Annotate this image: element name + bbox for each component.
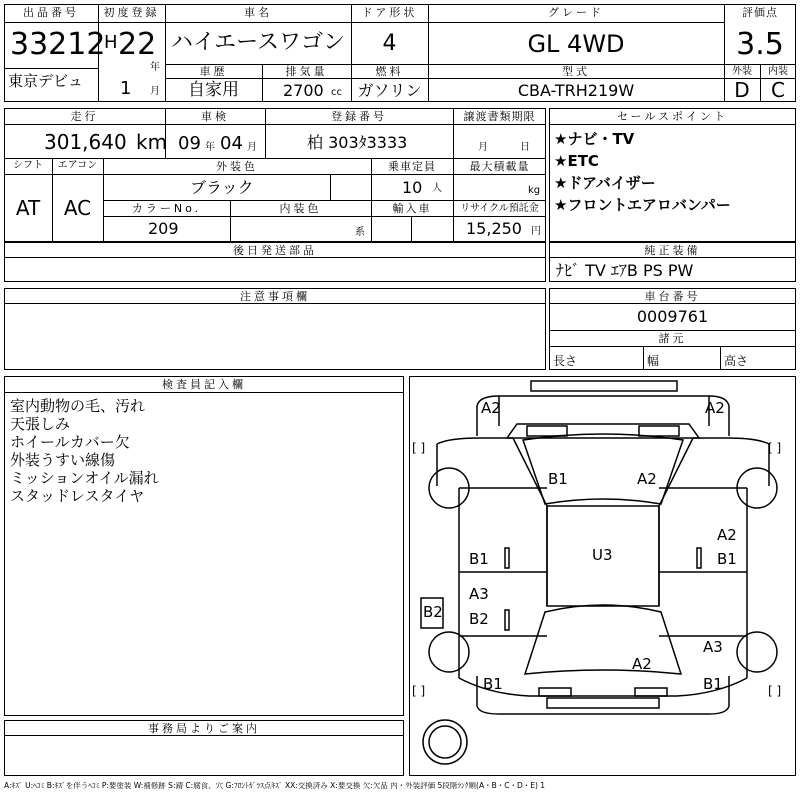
inspector-note-1: 室内動物の毛、汚れ: [10, 397, 146, 415]
equipment-label: 純正装備: [644, 244, 701, 257]
fuel-value: ガソリン: [357, 81, 422, 100]
color-value: ブラック: [190, 178, 254, 197]
spec-height: 高さ: [724, 354, 749, 368]
lot-number: 33212: [10, 27, 106, 62]
color-no-value: 209: [148, 219, 179, 238]
model-value: CBA-TRH219W: [517, 81, 635, 100]
damage-lr-door-2: B2: [469, 610, 489, 628]
reg-month: 1: [120, 78, 132, 99]
sales-point-3: ★ドアバイザー: [554, 174, 656, 192]
score-label: 評価点: [742, 6, 778, 19]
ac-value: AC: [63, 196, 92, 220]
inspector-note-2: 天張しみ: [10, 415, 71, 433]
inspector-note-3: ホイールカバー欠: [10, 433, 130, 451]
chassis-value: 0009761: [636, 307, 709, 326]
int-color-unit: 系: [355, 227, 365, 238]
caution-label: 注意事項欄: [240, 290, 310, 303]
damage-lr-door-1: A3: [469, 585, 489, 603]
yen-unit: 円: [531, 226, 541, 237]
month-unit: 月: [150, 86, 160, 97]
bracket-bl: [ ]: [412, 684, 426, 698]
recycle-label: リサイクル預託金: [460, 203, 539, 214]
insp-month: 04: [220, 133, 243, 154]
displacement-value: 2700: [283, 81, 324, 100]
km-unit: km: [136, 130, 168, 154]
chassis-label: 車台番号: [644, 290, 701, 303]
insp-year: 09: [178, 133, 201, 154]
ac-label: エアコン: [57, 160, 98, 171]
mileage-value: 301,640: [44, 130, 127, 154]
damage-rear: A2: [632, 655, 652, 673]
inspection-label: 車検: [201, 110, 229, 123]
office-label: 事務局よりご案内: [148, 722, 260, 735]
cc-unit: cc: [331, 87, 342, 98]
int-label: 内装: [768, 66, 788, 77]
sales-point-4: ★フロントエアロバンパー: [554, 196, 731, 214]
car-name: ハイエースワゴン: [170, 30, 346, 55]
inspector-note-5: ミッションオイル漏れ: [10, 469, 159, 487]
fuel-label: 燃料: [375, 65, 404, 78]
legend-text: A:ｷｽﾞ U:ﾍｺﾐ B:ｷｽﾞを伴うﾍｺﾐ P:要塗装 W:補修跡 S:錆 C:腐食、穴 G:ﾌﾛﾝﾄｶﾞﾗｽ点ｷｽﾞ XX:交換済み X:要交換 欠:欠品 内・外装評価 5段階ﾗﾝｸ順(A・B・C・D・E) 1: [4, 782, 546, 790]
transfer-month-unit: 月: [478, 142, 488, 153]
details-block: [4, 108, 546, 242]
recycle-value: 15,250: [466, 219, 522, 238]
damage-rf-door-1: A2: [717, 526, 737, 544]
insp-month-unit: 月: [247, 142, 257, 153]
capacity-unit: 人: [432, 183, 442, 194]
history-value: 自家用: [188, 80, 239, 100]
history-label: 車歴: [199, 65, 228, 78]
sales-point-label: セールスポイント: [616, 110, 728, 123]
car-diagram: [409, 376, 796, 776]
era: H: [104, 32, 118, 53]
ext-score: D: [734, 78, 750, 102]
lot-label: 出品番号: [23, 6, 79, 19]
grade-value: GL 4WD: [527, 30, 625, 58]
load-label: 最大積載量: [469, 160, 530, 173]
damage-lr-corner: B1: [483, 675, 503, 693]
insp-year-unit: 年: [205, 142, 215, 153]
car-name-label: 車名: [244, 6, 272, 19]
capacity-label: 乗車定員: [388, 160, 436, 173]
later-parts-label: 後日発送部品: [233, 244, 317, 257]
score-value: 3.5: [736, 27, 784, 62]
damage-fr-corner: A2: [705, 399, 725, 417]
ext-label: 外装: [732, 66, 752, 77]
load-unit: kg: [528, 185, 541, 196]
damage-fl-corner: A2: [481, 399, 501, 417]
damage-rf-door-2: B1: [717, 550, 737, 568]
damage-rr-corner: B1: [703, 675, 723, 693]
model-label: 型式: [562, 65, 590, 78]
damage-hood-l: B1: [548, 470, 568, 488]
inspector-note-4: 外装うすい線傷: [10, 451, 116, 469]
reg-number: 柏 303ﾀ3333: [307, 133, 408, 152]
damage-rr-1: A3: [703, 638, 723, 656]
damage-roof: U3: [592, 546, 613, 564]
year-unit: 年: [150, 62, 160, 73]
transfer-label: 譲渡書類期限: [463, 110, 536, 123]
shift-label: シフト: [13, 160, 43, 171]
reg-label: 登録番号: [331, 110, 387, 123]
mileage-label: 走行: [70, 110, 99, 123]
door-value: 4: [382, 31, 397, 56]
int-score: C: [771, 78, 785, 102]
spec-length: 長さ: [553, 354, 578, 368]
bracket-tr: [ ]: [768, 441, 782, 455]
shift-value: AT: [15, 196, 41, 220]
displacement-label: 排気量: [285, 65, 328, 78]
sales-point-2: ★ETC: [554, 152, 599, 170]
int-color-label: 内装色: [279, 202, 322, 215]
equipment-value: ﾅﾋﾞ TV ｴｱB PS PW: [556, 261, 694, 280]
damage-lf-door: B1: [469, 550, 489, 568]
debut-label: 東京デビュ: [8, 72, 84, 90]
spec-width: 幅: [647, 354, 660, 368]
grade-label: グレード: [548, 6, 604, 19]
reg-year: 22: [118, 27, 157, 62]
sales-point-1: ★ナビ・TV: [554, 130, 635, 148]
color-no-label: カラーNo.: [131, 202, 202, 215]
door-label: ドア形状: [361, 6, 418, 19]
inspector-label: 検査員記入欄: [162, 378, 246, 391]
color-label: 外装色: [216, 160, 258, 173]
inspector-note-6: スタッドレスタイヤ: [10, 487, 145, 505]
bracket-tl: [ ]: [412, 441, 426, 455]
bracket-br: [ ]: [768, 684, 782, 698]
first-reg-label: 初度登録: [103, 6, 160, 19]
capacity-value: 10: [402, 178, 423, 197]
import-label: 輸入車: [392, 202, 432, 215]
damage-l-side: B2: [423, 603, 443, 621]
damage-hood-r: A2: [637, 470, 657, 488]
transfer-day-unit: 日: [520, 142, 530, 153]
specs-label: 諸元: [658, 332, 687, 345]
